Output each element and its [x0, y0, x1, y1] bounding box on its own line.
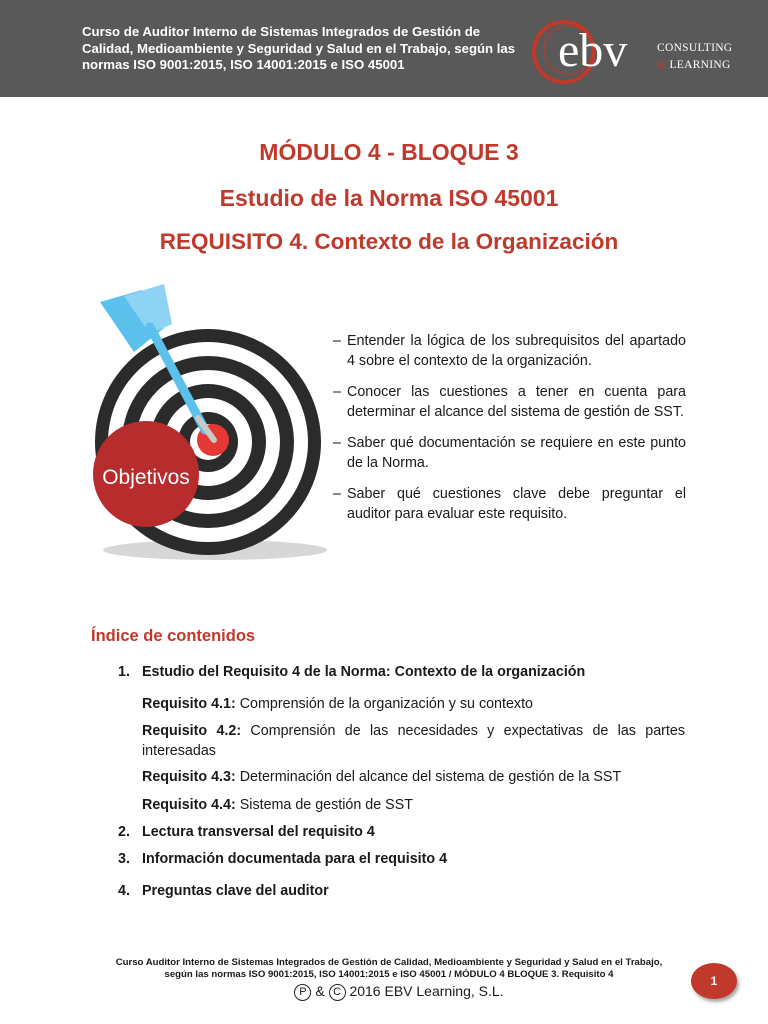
copyright-text: 2016 EBV Learning, S.L.	[349, 983, 504, 999]
footer-line-2: según las normas ISO 9001:2015, ISO 14001:2015 e ISO 45001 / MÓDULO 4 BLOQUE 3. Requisito 4	[164, 969, 614, 980]
footer-line-1: Curso Auditor Interno de Sistemas Integrados de Gestión de Calidad, Medioambiente y Seguridad y Salud en el Trabajo,	[115, 957, 663, 968]
copyright	[0, 983, 768, 1001]
course-title: Curso de Auditor Interno de Sistemas Integrados de Gestión de Calidad, Medioambiente y Seguridad y Salud en el Trabajo, según las normas ISO 9001:2015, ISO 14001:2015 e ISO 45001	[82, 24, 516, 72]
requirement-4-4: Requisito 4.4: Sistema de gestión de SST	[142, 797, 413, 813]
footer-course-note	[84, 957, 694, 981]
logo-learning: & LEARNING	[657, 59, 731, 71]
requirement-4-3: Requisito 4.3: Determinación del alcance del sistema de gestión de la SST	[142, 769, 622, 785]
objective-item: – Conocer las cuestiones a tener en cuenta para determinar el alcance del sistema de gestión de SST.	[333, 383, 686, 422]
logo-consulting: CONSULTING	[657, 42, 733, 54]
copyright-icon: C	[329, 984, 346, 1001]
header-bar	[0, 0, 768, 97]
index-heading: Índice de contenidos	[91, 627, 256, 645]
phonogram-icon: P	[294, 984, 311, 1001]
logo-text: ebv	[558, 24, 628, 77]
index-item-3: 3. Información documentada para el requisito 4	[118, 851, 448, 867]
objective-item: – Saber qué cuestiones clave debe preguntar el auditor para evaluar este requisito.	[333, 485, 686, 524]
requirement-4-2: Requisito 4.2: Comprensión de las necesidades y expectativas de las partes interesadas	[142, 723, 685, 759]
copyright-amp: &	[315, 983, 325, 999]
objectives-list	[333, 332, 686, 536]
objectives-label: Objetivos	[102, 466, 190, 489]
index-item-2: 2. Lectura transversal del requisito 4	[118, 824, 375, 840]
title-block	[0, 136, 768, 258]
target-dart-illustration	[80, 282, 330, 572]
index-item-4: 4. Preguntas clave del auditor	[118, 883, 329, 899]
requirement-title: REQUISITO 4. Contexto de la Organización	[159, 229, 619, 254]
module-title: MÓDULO 4 - BLOQUE 3	[259, 139, 519, 165]
logo-subtitle	[657, 40, 732, 74]
page-number-badge: 1	[691, 963, 737, 999]
index-item-1: 1. Estudio del Requisito 4 de la Norma: Contexto de la organización	[118, 664, 586, 680]
norm-title: Estudio de la Norma ISO 45001	[219, 185, 559, 211]
objective-item: – Entender la lógica de los subrequisitos del apartado 4 sobre el contexto de la organización.	[333, 332, 686, 371]
requirement-4-1: Requisito 4.1: Comprensión de la organización y su contexto	[142, 696, 533, 712]
objective-item: – Saber qué documentación se requiere en este punto de la Norma.	[333, 434, 686, 473]
